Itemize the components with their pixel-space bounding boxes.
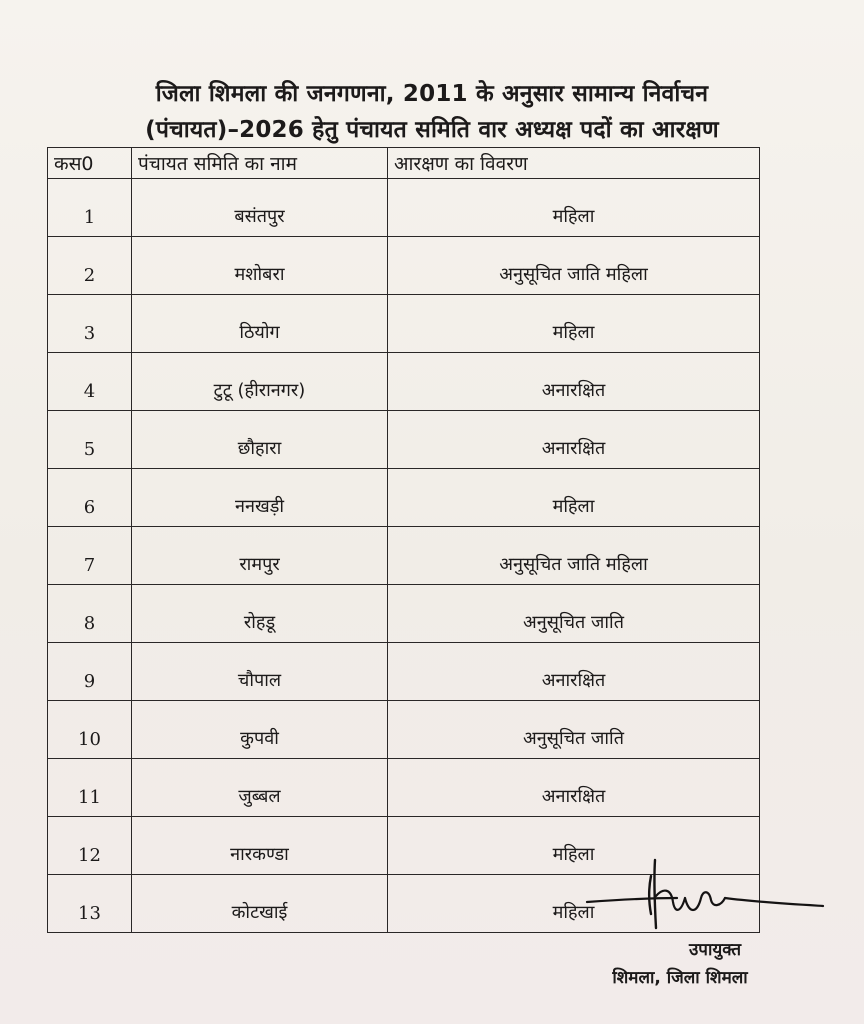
header-panchayat-samiti-name: पंचायत समिति का नाम [132,148,388,179]
table-row [48,701,760,759]
table-row [48,353,760,411]
row-reservation: महिला [388,817,760,875]
row-reservation: अनारक्षित [388,353,760,411]
row-reservation: अनारक्षित [388,759,760,817]
row-reservation: महिला [388,179,760,237]
row-panchayat-samiti-name: चौपाल [132,643,388,701]
row-reservation: महिला [388,469,760,527]
row-panchayat-samiti-name: मशोबरा [132,237,388,295]
row-reservation: महिला [388,875,760,933]
row-serial-number: 9 [48,643,132,701]
row-panchayat-samiti-name: ननखड़ी [132,469,388,527]
row-serial-number: 2 [48,237,132,295]
table-row [48,527,760,585]
signatory-designation: उपायुक्त [688,940,742,960]
table-row [48,295,760,353]
row-reservation: अनारक्षित [388,411,760,469]
row-serial-number: 1 [48,179,132,237]
row-serial-number: 11 [48,759,132,817]
row-reservation: अनुसूचित जाति महिला [388,237,760,295]
signatory-office: शिमला, जिला शिमला [612,968,748,988]
row-panchayat-samiti-name: जुब्बल [132,759,388,817]
row-panchayat-samiti-name: छौहारा [132,411,388,469]
row-panchayat-samiti-name: टुटू (हीरानगर) [132,353,388,411]
table-row [48,179,760,237]
row-panchayat-samiti-name: कोटखाई [132,875,388,933]
row-panchayat-samiti-name: नारकण्डा [132,817,388,875]
row-panchayat-samiti-name: बसंतपुर [132,179,388,237]
row-serial-number: 4 [48,353,132,411]
row-serial-number: 12 [48,817,132,875]
row-reservation: अनुसूचित जाति महिला [388,527,760,585]
row-serial-number: 6 [48,469,132,527]
row-serial-number: 10 [48,701,132,759]
row-panchayat-samiti-name: रामपुर [132,527,388,585]
table-row [48,237,760,295]
table-row [48,759,760,817]
row-panchayat-samiti-name: कुपवी [132,701,388,759]
table-header-row [48,148,760,179]
row-reservation: अनुसूचित जाति [388,701,760,759]
table-row [48,585,760,643]
table-row [48,643,760,701]
table-row [48,411,760,469]
row-serial-number: 5 [48,411,132,469]
table-row [48,469,760,527]
row-panchayat-samiti-name: रोहडू [132,585,388,643]
row-serial-number: 7 [48,527,132,585]
row-serial-number: 3 [48,295,132,353]
row-reservation: अनारक्षित [388,643,760,701]
row-reservation: महिला [388,295,760,353]
row-serial-number: 8 [48,585,132,643]
document-title-line-2: (पंचायत)–2026 हेतु पंचायत समिति वार अध्यक्ष पदों का आरक्षण [145,117,719,143]
header-serial-number: कस0 [48,148,132,179]
row-panchayat-samiti-name: ठियोग [132,295,388,353]
row-reservation: अनुसूचित जाति [388,585,760,643]
document-title-line-1: जिला शिमला की जनगणना, 2011 के अनुसार सामान्य निर्वाचन [155,81,709,107]
handwritten-signature [585,858,835,933]
reservation-table [47,147,760,933]
row-serial-number: 13 [48,875,132,933]
header-reservation-details: आरक्षण का विवरण [388,148,760,179]
